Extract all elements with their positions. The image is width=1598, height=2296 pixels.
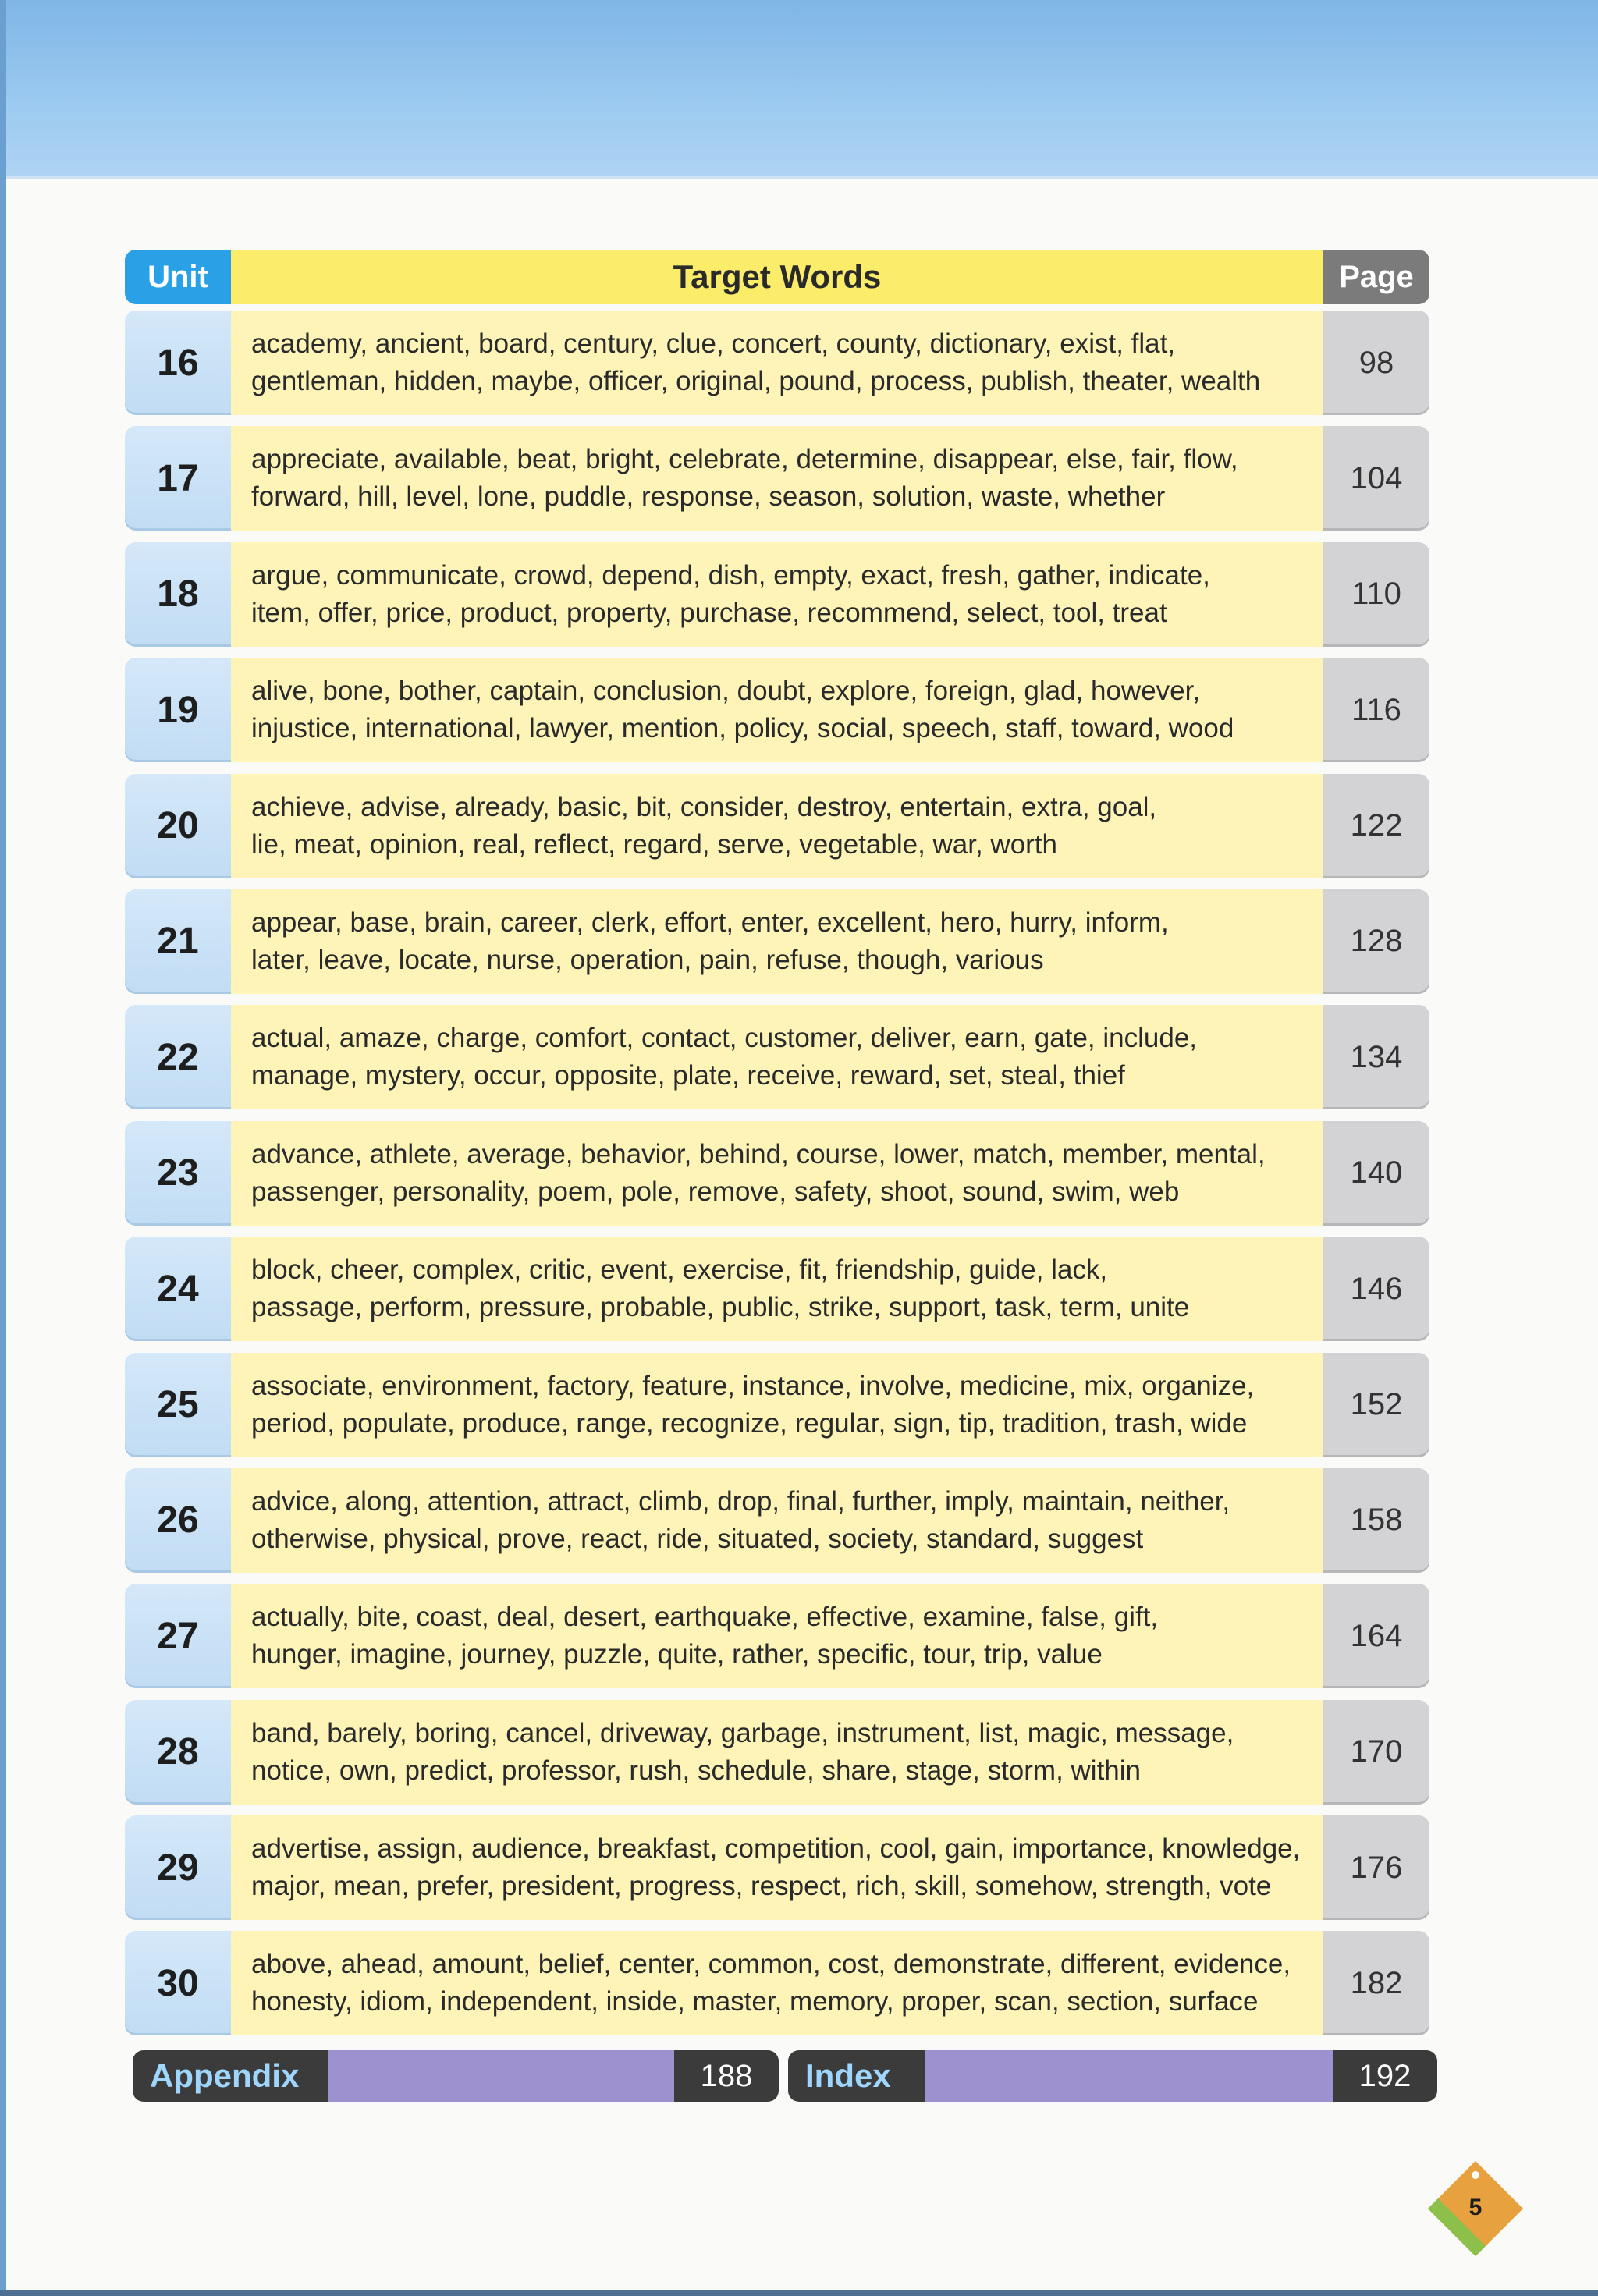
target-words: [231, 1700, 1323, 1805]
page-reference: 170: [1323, 1700, 1429, 1805]
page-reference: 182: [1323, 1931, 1429, 2035]
target-words-line: block, cheer, complex, critic, event, exercise, fit, friendship, guide, lack,: [251, 1254, 1108, 1286]
page-reference: 116: [1323, 658, 1429, 762]
target-words-line: actually, bite, coast, deal, desert, earthquake, effective, examine, false, gift,: [251, 1602, 1159, 1633]
target-words-line: injustice, international, lawyer, mention, policy, social, speech, staff, toward, wood: [251, 713, 1234, 744]
page-reference: 104: [1323, 426, 1429, 531]
target-words-line: item, offer, price, product, property, purchase, recommend, select, tool, treat: [251, 597, 1167, 628]
appendix-label: Appendix: [133, 2050, 328, 2102]
unit-number: 24: [125, 1237, 231, 1341]
target-words-line: actual, amaze, charge, comfort, contact, customer, deliver, earn, gate, include,: [251, 1023, 1198, 1054]
target-words-line: alive, bone, bother, captain, conclusion, doubt, explore, foreign, glad, however,: [251, 676, 1201, 707]
page-reference: 122: [1323, 774, 1429, 878]
target-words: [231, 311, 1323, 415]
unit-number: 18: [125, 542, 231, 647]
unit-number: 27: [125, 1584, 231, 1688]
target-words: [231, 542, 1323, 647]
page-number: 5: [1468, 2195, 1483, 2220]
table-row[interactable]: [125, 1353, 1433, 1457]
page-reference: 140: [1323, 1121, 1429, 1226]
target-words-line: above, ahead, amount, belief, center, common, cost, demonstrate, different, evidence,: [251, 1949, 1291, 1980]
target-words-column-header: Target Words: [231, 250, 1323, 304]
target-words: [231, 1121, 1323, 1226]
target-words-line: manage, mystery, occur, opposite, plate, receive, reward, set, steal, thief: [251, 1060, 1125, 1091]
unit-number: 25: [125, 1353, 231, 1457]
table-row[interactable]: [125, 311, 1433, 415]
table-row[interactable]: [125, 542, 1433, 647]
unit-number: 30: [125, 1931, 231, 2035]
target-words-line: honesty, idiom, independent, inside, master, memory, proper, scan, section, surface: [251, 1986, 1259, 2017]
page-reference: 134: [1323, 1005, 1429, 1109]
table-row[interactable]: [125, 1121, 1433, 1226]
unit-number: 20: [125, 774, 231, 878]
target-words-line: period, populate, produce, range, recognize, regular, sign, tip, tradition, trash, wide: [251, 1407, 1248, 1439]
target-words-line: achieve, advise, already, basic, bit, consider, destroy, entertain, extra, goal,: [251, 791, 1157, 822]
page-reference: 128: [1323, 889, 1429, 994]
unit-number: 23: [125, 1121, 231, 1226]
target-words-line: advertise, assign, audience, breakfast, competition, cool, gain, importance, knowledge,: [251, 1833, 1301, 1865]
target-words-line: gentleman, hidden, maybe, officer, original, pound, process, publish, theater, wealth: [251, 366, 1261, 396]
page-bottom-edge: [0, 2290, 1598, 2296]
target-words: [231, 774, 1323, 878]
page-reference: 164: [1323, 1584, 1429, 1688]
target-words-line: academy, ancient, board, century, clue, concert, county, dictionary, exist, flat,: [251, 328, 1176, 359]
target-words-line: later, leave, locate, nurse, operation, pain, refuse, though, various: [251, 944, 1044, 975]
page-reference: 158: [1323, 1468, 1429, 1573]
target-words: [231, 1468, 1323, 1573]
unit-number: 29: [125, 1815, 231, 1920]
target-words-line: appreciate, available, beat, bright, celebrate, determine, disappear, else, fair, flow,: [251, 444, 1238, 475]
target-words-line: advance, athlete, average, behavior, behind, course, lower, match, member, mental,: [251, 1138, 1266, 1169]
table-header: [125, 250, 1433, 304]
target-words-line: hunger, imagine, journey, puzzle, quite, rather, specific, tour, trip, value: [251, 1639, 1103, 1670]
target-words-line: argue, communicate, crowd, depend, dish, empty, exact, fresh, gather, indicate,: [251, 559, 1210, 591]
page-reference: 176: [1323, 1815, 1429, 1920]
index-entry[interactable]: [788, 2050, 1437, 2102]
target-words: [231, 889, 1323, 994]
index-bar: [925, 2050, 1333, 2102]
target-words-line: band, barely, boring, cancel, driveway, garbage, instrument, list, magic, message,: [251, 1717, 1234, 1748]
page-reference: 152: [1323, 1353, 1429, 1457]
table-row[interactable]: [125, 1005, 1433, 1109]
target-words: [231, 1931, 1323, 2035]
target-words-line: passenger, personality, poem, pole, remove, safety, shoot, sound, swim, web: [251, 1176, 1180, 1207]
contents-table: [125, 250, 1433, 2047]
target-words-line: major, mean, prefer, president, progress, respect, rich, skill, somehow, strength, vote: [251, 1871, 1272, 1902]
page-left-edge: [0, 0, 6, 2296]
target-words-line: associate, environment, factory, feature, instance, involve, medicine, mix, organize,: [251, 1370, 1255, 1401]
target-words: [231, 426, 1323, 531]
unit-number: 26: [125, 1468, 231, 1573]
table-row[interactable]: [125, 774, 1433, 878]
target-words-line: passage, perform, pressure, probable, public, strike, support, task, term, unite: [251, 1292, 1190, 1323]
appendix-bar: [328, 2050, 674, 2102]
appendix-entry[interactable]: [133, 2050, 779, 2102]
index-label: Index: [788, 2050, 925, 2102]
top-color-band: [0, 0, 1598, 179]
target-words-line: appear, base, brain, career, clerk, effort, enter, excellent, hero, hurry, inform,: [251, 907, 1169, 938]
table-row[interactable]: [125, 658, 1433, 762]
target-words: [231, 1584, 1323, 1688]
table-row[interactable]: [125, 1815, 1433, 1920]
unit-number: 17: [125, 426, 231, 531]
target-words: [231, 1005, 1323, 1109]
unit-number: 16: [125, 311, 231, 415]
table-row[interactable]: [125, 1700, 1433, 1805]
target-words: [231, 658, 1323, 762]
index-page: 192: [1333, 2050, 1437, 2102]
table-row[interactable]: [125, 1584, 1433, 1688]
target-words: [231, 1815, 1323, 1920]
target-words: [231, 1353, 1323, 1457]
table-row[interactable]: [125, 1237, 1433, 1341]
target-words-line: otherwise, physical, prove, react, ride, situated, society, standard, suggest: [251, 1523, 1144, 1554]
unit-number: 21: [125, 889, 231, 994]
unit-column-header: Unit: [125, 250, 231, 304]
target-words-line: advice, along, attention, attract, climb, drop, final, further, imply, maintain, neither,: [251, 1485, 1230, 1517]
page-reference: 146: [1323, 1237, 1429, 1341]
page-column-header: Page: [1323, 250, 1429, 304]
table-row[interactable]: [125, 889, 1433, 994]
appendix-page: 188: [674, 2050, 779, 2102]
footer-links: [133, 2050, 1437, 2102]
unit-number: 28: [125, 1700, 231, 1805]
target-words-line: notice, own, predict, professor, rush, schedule, share, stage, storm, within: [251, 1755, 1141, 1786]
page-reference: 110: [1323, 542, 1429, 647]
target-words-line: lie, meat, opinion, real, reflect, regard, serve, vegetable, war, worth: [251, 829, 1058, 860]
unit-number: 22: [125, 1005, 231, 1109]
table-row[interactable]: [125, 1931, 1433, 2035]
unit-rows: [125, 311, 1433, 2035]
target-words-line: forward, hill, level, lone, puddle, response, season, solution, waste, whether: [251, 481, 1166, 513]
page-reference: 98: [1323, 311, 1429, 415]
target-words: [231, 1237, 1323, 1341]
table-row[interactable]: [125, 426, 1433, 531]
table-row[interactable]: [125, 1468, 1433, 1573]
unit-number: 19: [125, 658, 231, 762]
